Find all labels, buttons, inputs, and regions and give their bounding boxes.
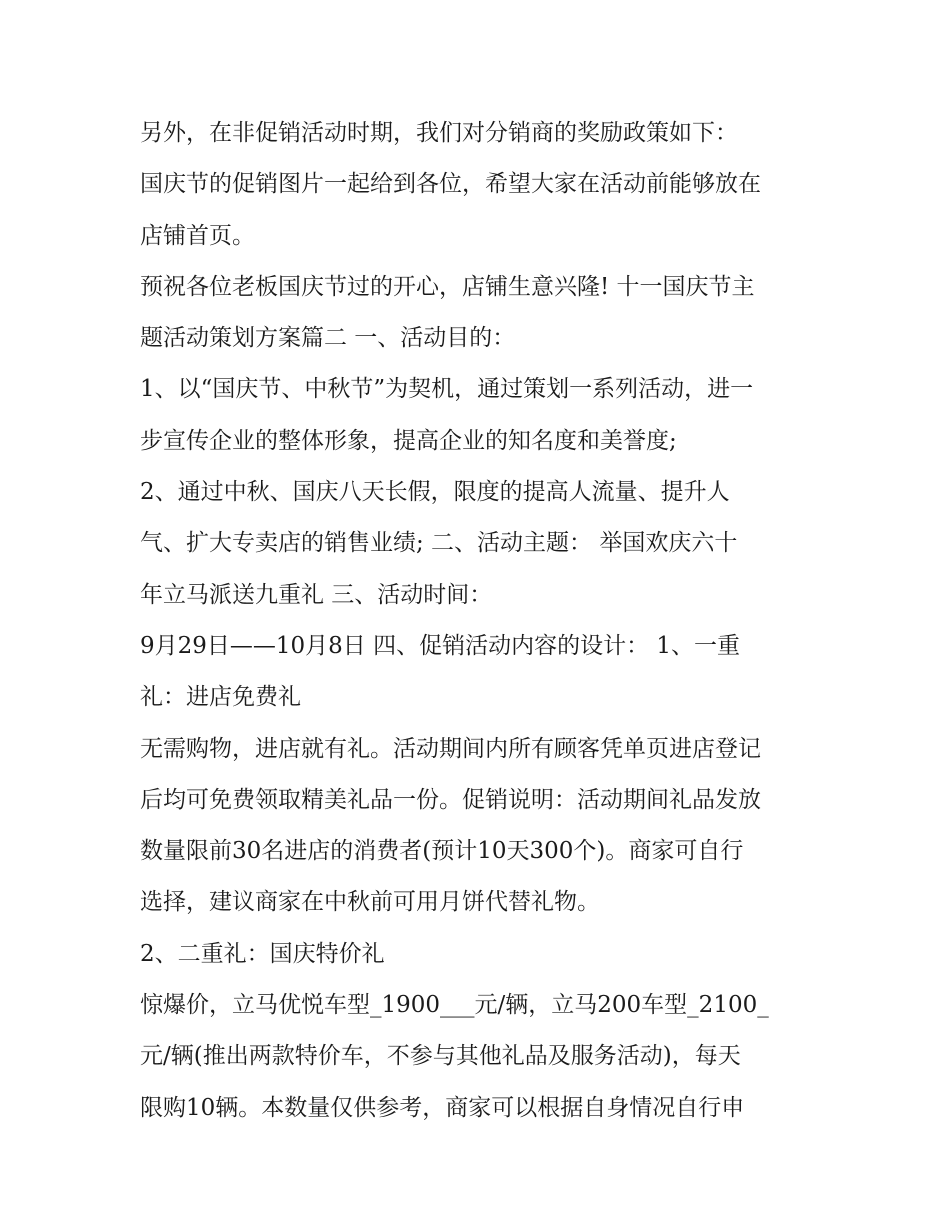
- document-body: [140, 108, 820, 1134]
- text-line: 国庆节的促销图片一起给到各位，希望大家在活动前能够放在: [140, 171, 761, 198]
- text-line: 预祝各位老板国庆节过的开心，店铺生意兴隆! 十一国庆节主: [140, 273, 755, 300]
- text-line: 后均可免费领取精美礼品一份。促销说明：活动期间礼品发放: [140, 786, 761, 813]
- text-line: 另外，在非促销活动时期，我们对分销商的奖励政策如下：: [140, 120, 738, 146]
- text-line: 9月29日——10月8日 四、促销活动内容的设计： 1、一重: [140, 632, 741, 659]
- text-line: 惊爆价，立马优悦车型_1900___元/辆，立马200车型_2100_: [140, 992, 769, 1019]
- text-line: 礼：进店免费礼: [140, 684, 301, 711]
- text-line: 1、以“国庆节、中秋节”为契机，通过策划一系列活动，进一: [140, 376, 754, 403]
- text-line: 无需购物，进店就有礼。活动期间内所有顾客凭单页进店登记: [140, 735, 761, 762]
- text-line: 元/辆(推出两款特价车，不参与其他礼品及服务活动)，每天: [140, 1043, 741, 1070]
- text-line: 2、通过中秋、国庆八天长假，限度的提高人流量、提升人: [140, 479, 730, 506]
- text-line: 限购10辆。本数量仅供参考，商家可以根据自身情况自行申: [140, 1094, 745, 1121]
- text-line: 2、二重礼：国庆特价礼: [140, 940, 385, 967]
- text-line: 题活动策划方案篇二 一、活动目的：: [140, 325, 516, 352]
- text-line: 年立马派送九重礼 三、活动时间：: [140, 581, 493, 608]
- text-line: 选择，建议商家在中秋前可用月饼代替礼物。: [140, 889, 600, 916]
- text-line: 数量限前30名进店的消费者(预计10天300个)。商家可自行: [140, 838, 744, 865]
- text-line: 步宣传企业的整体形象，提高企业的知名度和美誉度;: [140, 427, 677, 454]
- text-line: 气、扩大专卖店的销售业绩; 二、活动主题： 举国欢庆六十: [140, 530, 738, 557]
- text-line: 店铺首页。: [140, 222, 255, 249]
